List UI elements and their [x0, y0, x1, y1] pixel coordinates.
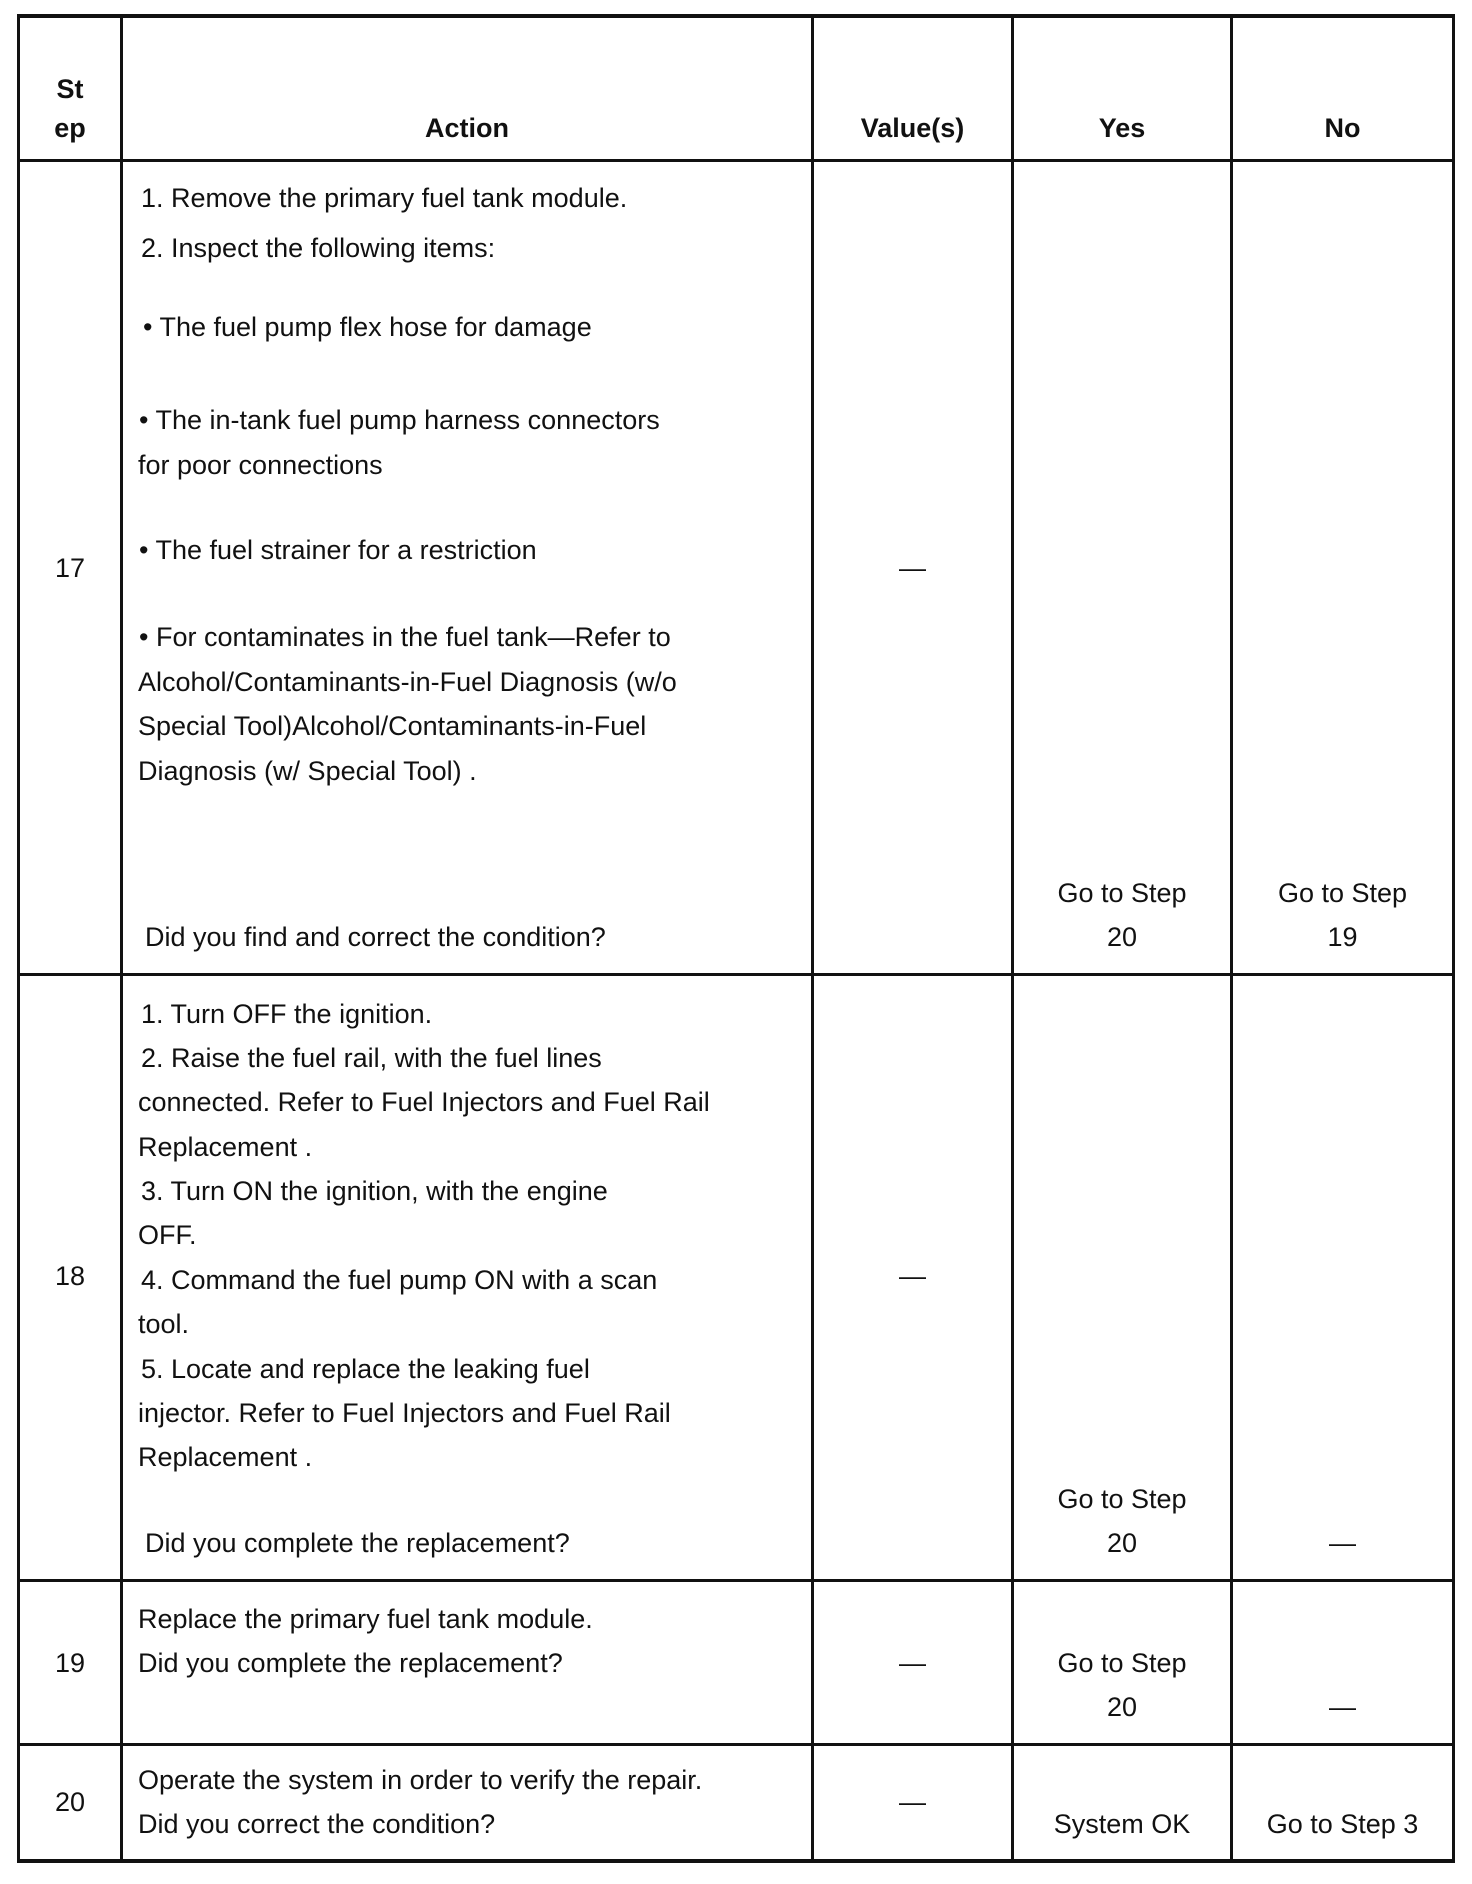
action-line: Did you complete the replacement?	[138, 1648, 563, 1678]
row-divider-17	[17, 973, 1455, 976]
step-number: 18	[54, 1261, 86, 1291]
action-line: • The fuel pump flex hose for damage	[143, 312, 592, 342]
value-cell: —	[899, 1261, 926, 1291]
yes-cell-line2: 20	[1106, 1692, 1138, 1722]
value-cell: —	[899, 553, 926, 583]
yes-cell-line1: Go to Step	[1057, 1648, 1187, 1678]
action-line: 4. Command the fuel pump ON with a scan	[141, 1265, 658, 1295]
step-number: 20	[54, 1787, 86, 1817]
step-number: 19	[54, 1648, 86, 1678]
action-line: for poor connections	[138, 450, 383, 480]
header-step-line1: St	[56, 74, 84, 104]
value-cell: —	[899, 1648, 926, 1678]
action-line: 2. Inspect the following items:	[141, 233, 496, 263]
action-line: 1. Turn OFF the ignition.	[141, 999, 433, 1029]
action-question: Did you complete the replacement?	[145, 1528, 570, 1558]
header-values: Value(s)	[860, 113, 965, 143]
yes-cell-line1: Go to Step	[1057, 878, 1187, 908]
action-line: • The fuel strainer for a restriction	[139, 535, 537, 565]
action-line: Alcohol/Contaminants-in-Fuel Diagnosis (w/o	[138, 667, 677, 697]
table-border-bottom	[17, 1859, 1455, 1863]
row-divider-19	[17, 1743, 1455, 1746]
action-line: • For contaminates in the fuel tank—Refer to	[139, 622, 671, 652]
action-line: Diagnosis (w/ Special Tool) .	[138, 756, 477, 786]
column-line-action	[811, 14, 814, 1863]
action-line: Replacement .	[138, 1442, 313, 1472]
action-line: 2. Raise the fuel rail, with the fuel lines	[141, 1043, 602, 1073]
action-line: Replacement .	[138, 1132, 313, 1162]
value-cell: —	[899, 1787, 926, 1817]
no-cell-line1: Go to Step	[1277, 878, 1408, 908]
action-line: Operate the system in order to verify the repair.	[138, 1765, 703, 1795]
column-line-right	[1452, 14, 1455, 1863]
column-line-step	[120, 14, 123, 1863]
action-line: connected. Refer to Fuel Injectors and Fuel Rail	[138, 1087, 710, 1117]
row-divider-18	[17, 1579, 1455, 1582]
action-line: injector. Refer to Fuel Injectors and Fuel Rail	[138, 1398, 671, 1428]
yes-cell-line2: 20	[1106, 922, 1138, 952]
step-number: 17	[54, 553, 86, 583]
header-step-line2: ep	[54, 113, 86, 143]
no-cell-line2: 19	[1327, 922, 1358, 952]
yes-cell-line2: 20	[1106, 1528, 1138, 1558]
header-yes: Yes	[1098, 113, 1146, 143]
no-cell: —	[1329, 1528, 1356, 1558]
action-line: tool.	[138, 1309, 190, 1339]
no-cell: Go to Step 3	[1266, 1809, 1419, 1839]
action-line: Replace the primary fuel tank module.	[138, 1604, 593, 1634]
yes-cell-line1: Go to Step	[1057, 1484, 1187, 1514]
action-line: OFF.	[138, 1220, 197, 1250]
action-line: 5. Locate and replace the leaking fuel	[141, 1354, 590, 1384]
no-cell: —	[1329, 1692, 1356, 1722]
column-line-left	[17, 14, 20, 1863]
action-line: Special Tool)Alcohol/Contaminants-in-Fuel	[138, 711, 647, 741]
header-action: Action	[425, 113, 509, 143]
yes-cell: System OK	[1053, 1809, 1191, 1839]
action-line: • The in-tank fuel pump harness connectors	[139, 405, 660, 435]
header-divider	[17, 159, 1455, 162]
action-line: Did you correct the condition?	[138, 1809, 496, 1839]
table-border-top	[17, 14, 1455, 18]
action-line: 3. Turn ON the ignition, with the engine	[141, 1176, 608, 1206]
header-no: No	[1324, 113, 1361, 143]
action-question: Did you find and correct the condition?	[145, 922, 606, 952]
action-line: 1. Remove the primary fuel tank module.	[141, 183, 628, 213]
